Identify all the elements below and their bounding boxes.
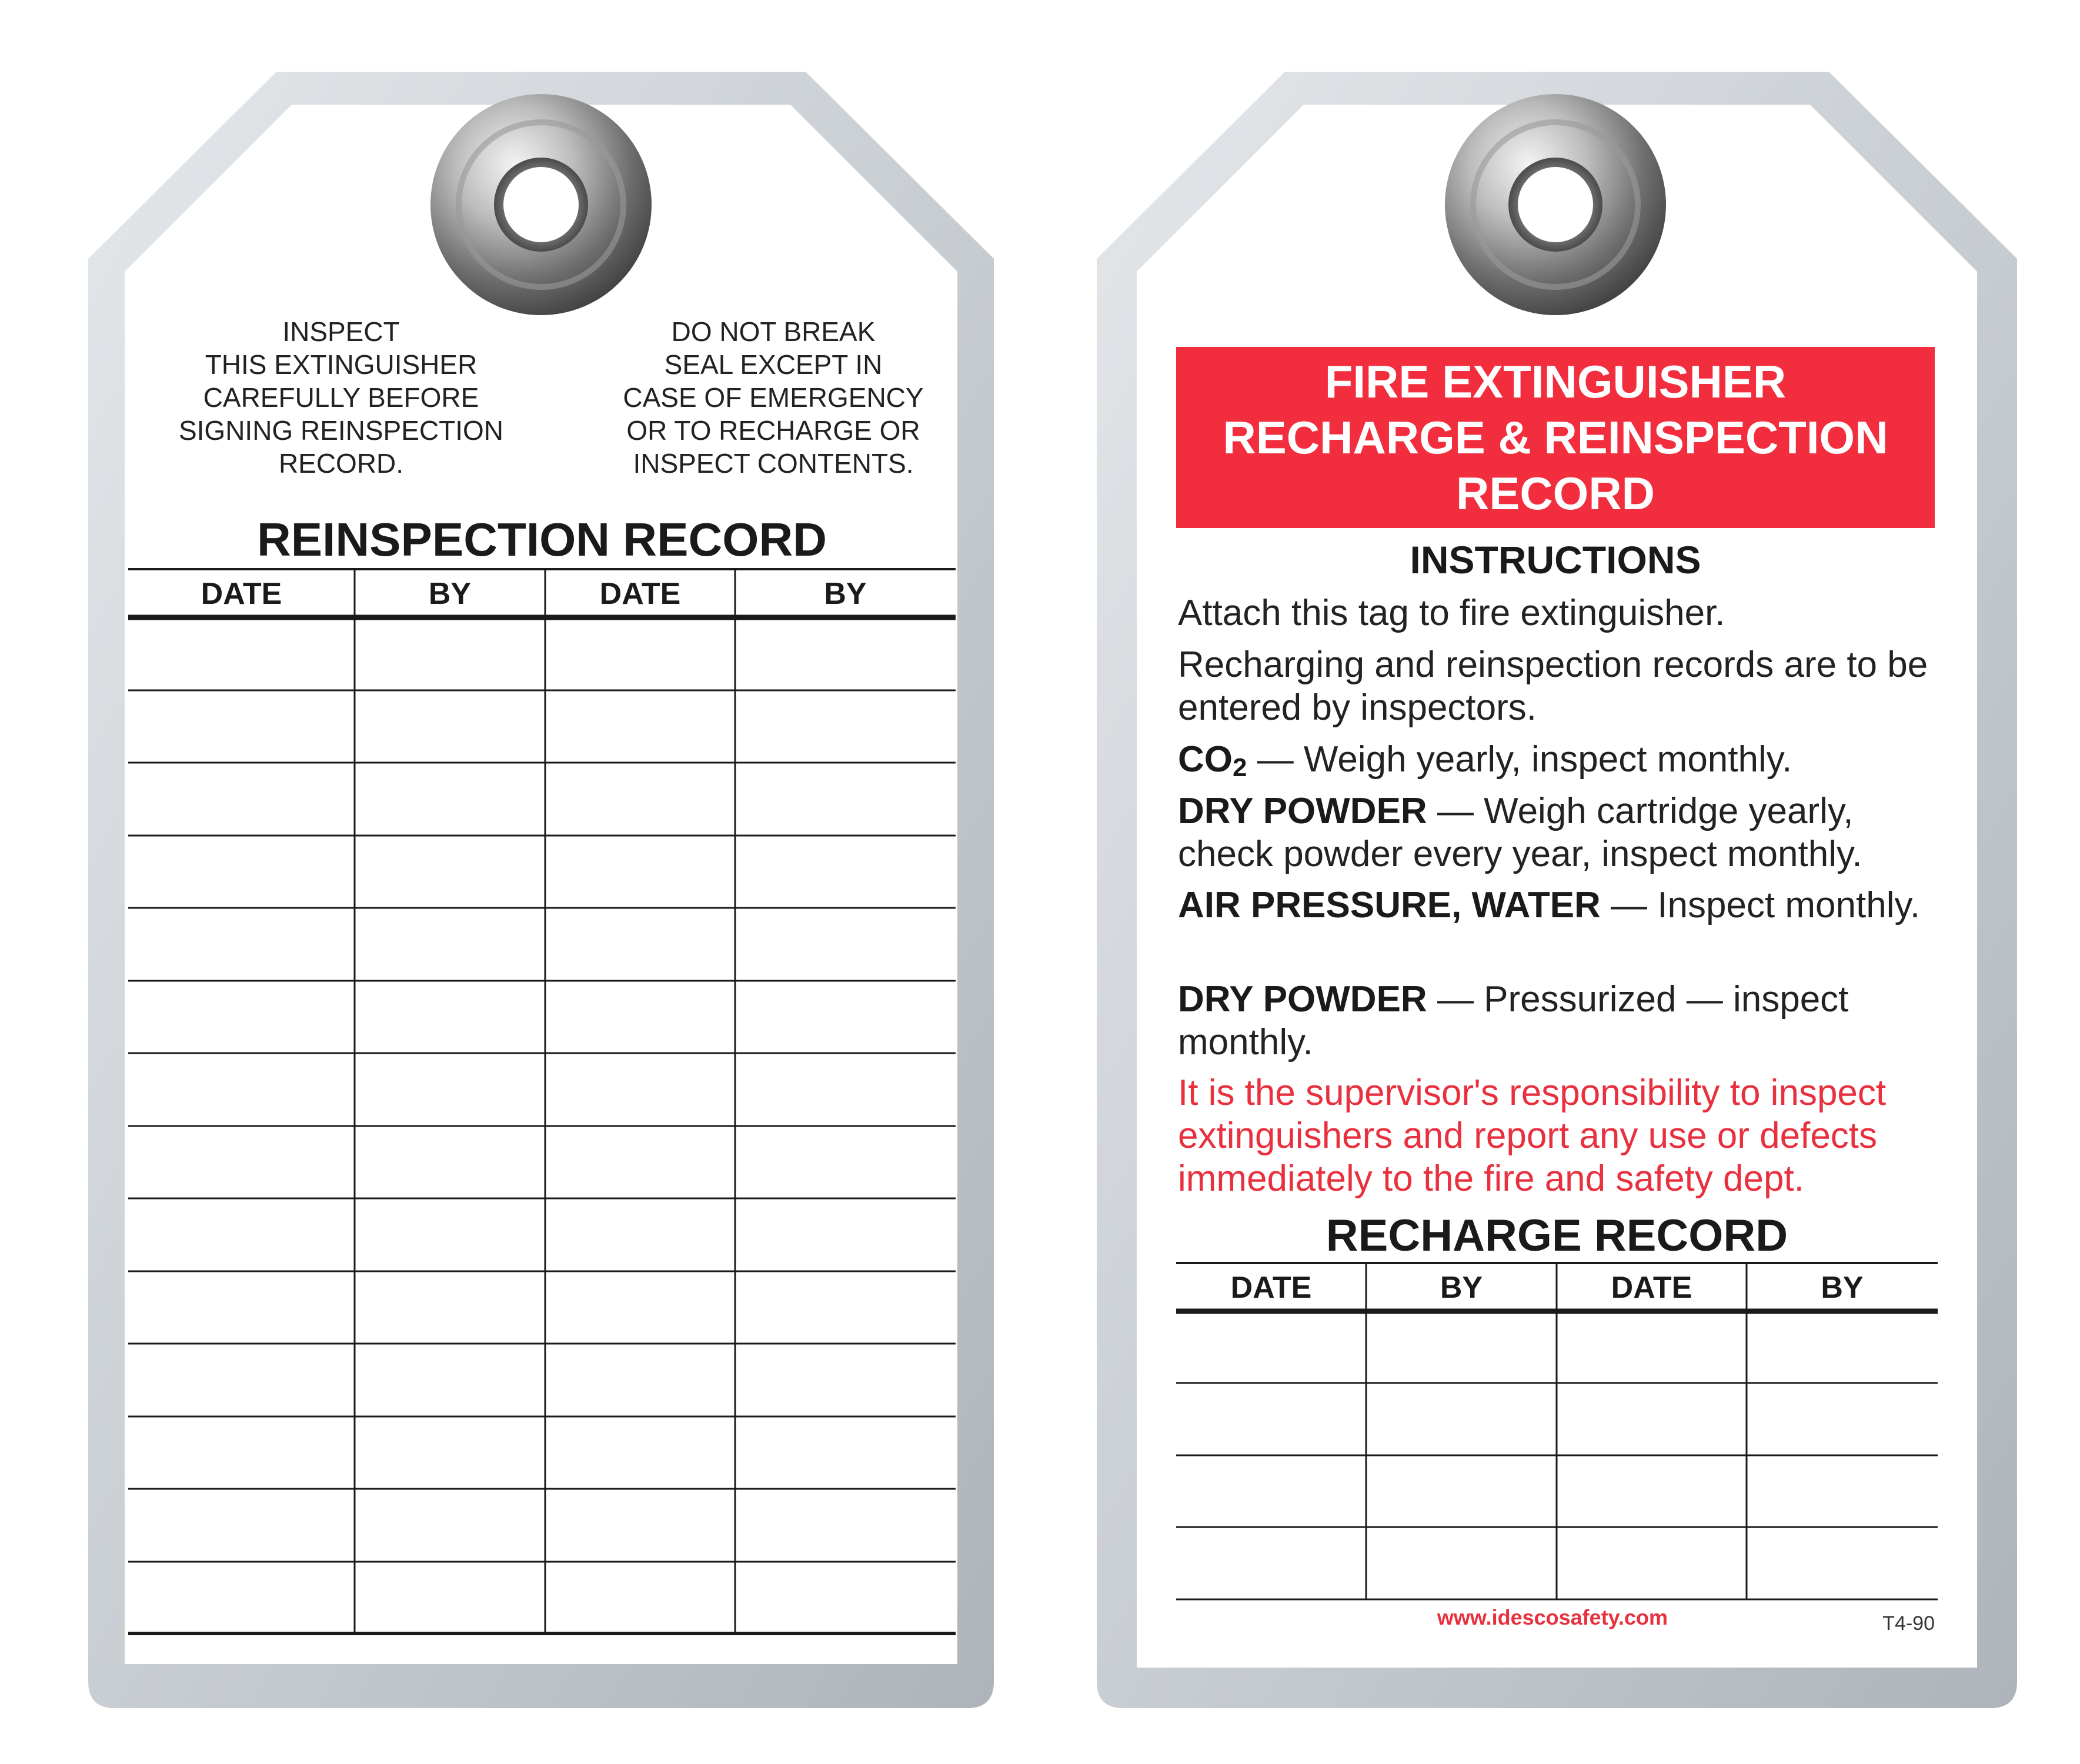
reinspection-header-by: BY xyxy=(428,577,472,611)
banner-line: FIRE EXTINGUISHER xyxy=(1324,355,1787,407)
supervisor-warning: It is the supervisor's responsibility to inspect extinguishers and report any use or defects immediately to the fire and safety dept. xyxy=(1178,1073,1887,1199)
seal-note xyxy=(594,315,953,480)
instruction-co2 xyxy=(1178,738,1942,789)
dry-powder-label: DRY POWDER xyxy=(1178,791,1427,831)
co2-label xyxy=(1178,739,1247,780)
co2-text: — Weigh yearly, inspect monthly. xyxy=(1247,739,1792,780)
co2-label-text: CO xyxy=(1178,739,1233,780)
inspect-note-line: INSPECT xyxy=(282,316,400,347)
instructions-title: INSTRUCTIONS xyxy=(1410,538,1701,582)
banner-line: RECHARGE & REINSPECTION xyxy=(1223,411,1888,463)
inspect-note-line: RECORD. xyxy=(278,448,404,479)
right-grommet xyxy=(1445,94,1666,315)
instruction-records: Recharging and reinspection records are to be entered by inspectors. xyxy=(1178,644,1928,728)
website-url: www.idescosafety.com xyxy=(1437,1605,1668,1629)
title-banner xyxy=(1176,347,1935,528)
reinspection-record-title: REINSPECTION RECORD xyxy=(257,513,827,566)
dry-powder-text: — Weigh cartridge yearly, check powder every year, inspect monthly. xyxy=(1178,791,1862,874)
seal-note-line: DO NOT BREAK xyxy=(671,316,876,347)
recharge-header-by: BY xyxy=(1821,1271,1864,1305)
inspect-note-line: THIS EXTINGUISHER xyxy=(205,349,478,380)
instruction-dry-pressurized xyxy=(1178,978,1942,1064)
air-pressure-label: AIR PRESSURE, WATER xyxy=(1178,885,1601,926)
inspect-note xyxy=(153,315,529,480)
product-code: T4-90 xyxy=(1882,1612,1935,1635)
seal-note-line: INSPECT CONTENTS. xyxy=(633,448,914,479)
seal-note-line: OR TO RECHARGE OR xyxy=(626,415,920,446)
air-pressure-text: — Inspect monthly. xyxy=(1600,885,1921,926)
instruction-attach: Attach this tag to fire extinguisher. xyxy=(1178,593,1725,633)
inspect-note-line: SIGNING REINSPECTION xyxy=(178,415,504,446)
seal-note-line: CASE OF EMERGENCY xyxy=(623,382,924,413)
recharge-header-date: DATE xyxy=(1230,1271,1312,1305)
reinspection-header-by: BY xyxy=(824,577,867,611)
reinspection-header-date: DATE xyxy=(599,577,681,611)
inspect-note-line: CAREFULLY BEFORE xyxy=(203,382,479,413)
instruction-dry-powder xyxy=(1178,790,1942,876)
recharge-header-date: DATE xyxy=(1611,1271,1692,1305)
co2-subscript: 2 xyxy=(1233,753,1247,782)
recharge-header-by: BY xyxy=(1440,1271,1483,1305)
reinspection-header-date: DATE xyxy=(201,577,282,611)
left-grommet xyxy=(430,94,652,315)
seal-note-line: SEAL EXCEPT IN xyxy=(664,349,883,380)
recharge-record-title: RECHARGE RECORD xyxy=(1326,1211,1788,1261)
banner-line: RECORD xyxy=(1455,467,1655,519)
dry-pressurized-label: DRY POWDER xyxy=(1178,979,1427,1020)
dry-pressurized-text: — Pressurized — inspect monthly. xyxy=(1178,979,1849,1063)
instruction-air-pressure xyxy=(1178,884,1942,927)
